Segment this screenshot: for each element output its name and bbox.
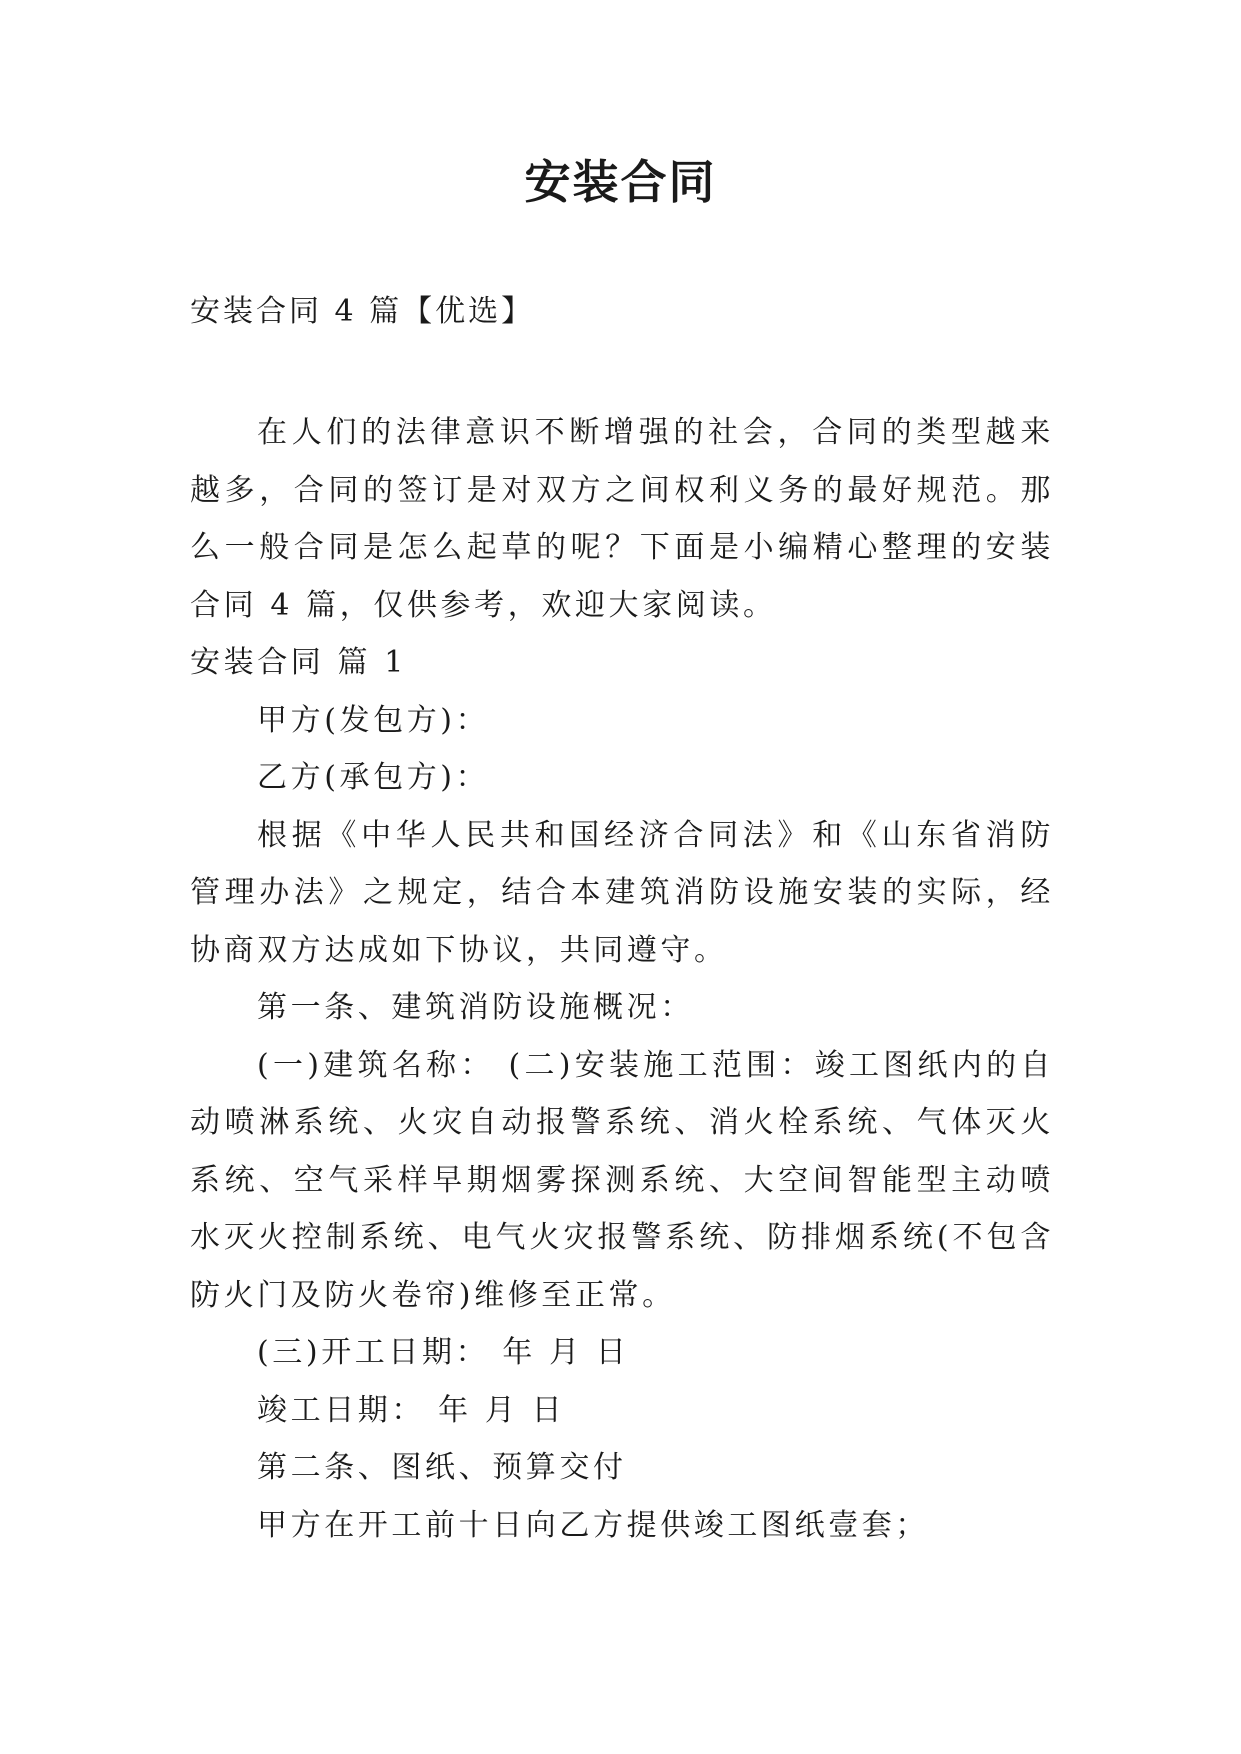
document-subtitle: 安装合同 4 篇【优选】 <box>190 294 535 329</box>
article-2-heading: 第二条、图纸、预算交付 <box>257 1450 627 1485</box>
article-1-scope-paragraph: (一)建筑名称： (二)安装施工范围：竣工图纸内的自动喷淋系统、火灾自动报警系统、消火栓系统、气体灭火系统、空气采样早期烟雾探测系统、大空间智能型主动喷水灭火控制系统、电气火灾报警系统、防排烟系统(不包含防火门及防火卷帘)维修至正常。 <box>190 1047 1054 1313</box>
intro-paragraph: 在人们的法律意识不断增强的社会，合同的类型越来越多，合同的签订是对双方之间权利义务的最好规范。那么一般合同是怎么起草的呢？下面是小编精心整理的安装合同 4 篇，仅供参考，欢迎大家阅读。 <box>190 415 1054 623</box>
document-body <box>190 404 1054 1554</box>
legal-basis-paragraph: 根据《中华人民共和国经济合同法》和《山东省消防管理办法》之规定，结合本建筑消防设施安装的实际，经协商双方达成如下协议，共同遵守。 <box>190 817 1054 968</box>
article-1-heading: 第一条、建筑消防设施概况： <box>257 990 694 1025</box>
party-b-line: 乙方(承包方)： <box>257 760 490 795</box>
drawings-delivery-line: 甲方在开工前十日向乙方提供竣工图纸壹套； <box>257 1507 929 1543</box>
party-a-line: 甲方(发包方)： <box>257 702 490 738</box>
completion-date-line: 竣工日期： 年 月 日 <box>257 1392 566 1428</box>
start-date-line: (三)开工日期： 年 月 日 <box>257 1335 630 1370</box>
document-title: 安装合同 <box>524 155 717 209</box>
section-heading-part-1: 安装合同 篇 1 <box>190 645 407 680</box>
